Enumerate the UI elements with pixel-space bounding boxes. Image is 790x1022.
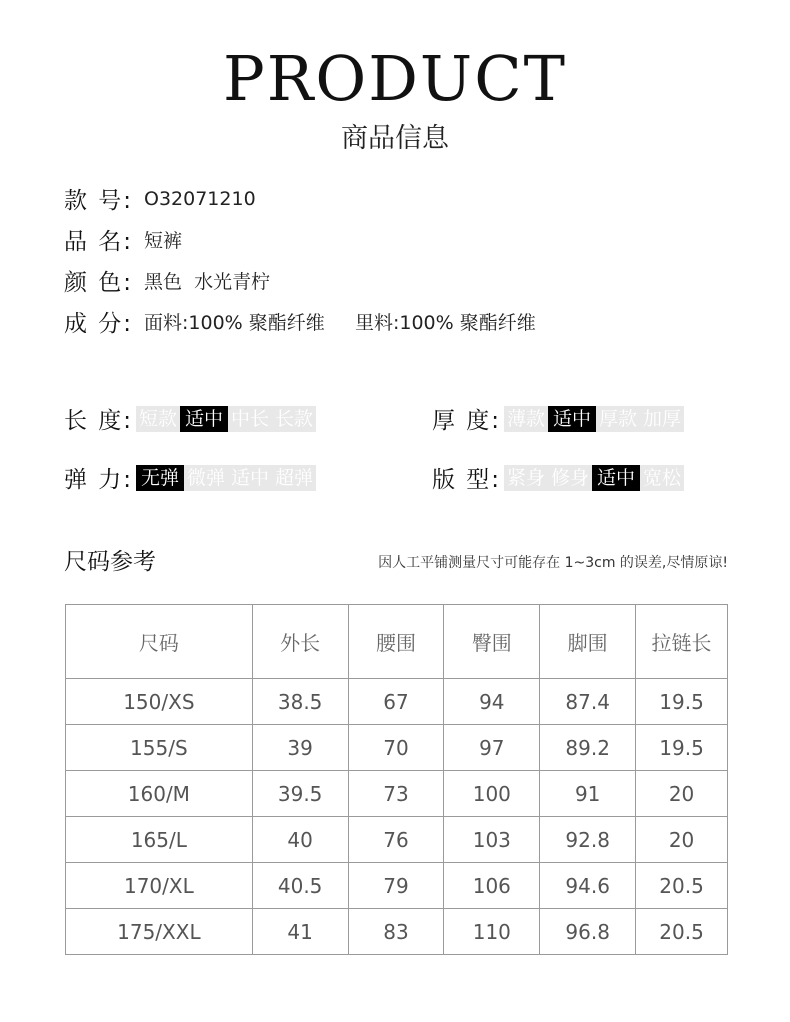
product-info bbox=[64, 178, 536, 342]
attr-options bbox=[136, 465, 316, 491]
attr-options bbox=[136, 406, 316, 432]
table-header-row bbox=[66, 605, 728, 679]
attr-option: 薄款 bbox=[507, 407, 546, 430]
table-cell: 160/M bbox=[66, 771, 253, 817]
info-row-style-number bbox=[64, 178, 536, 219]
table-header-cell: 臀围 bbox=[444, 605, 540, 679]
table-cell: 39 bbox=[252, 725, 348, 771]
table-cell: 170/XL bbox=[66, 863, 253, 909]
attr-elasticity bbox=[64, 461, 316, 494]
info-value: 面料:100% 聚酯纤维 里料:100% 聚酯纤维 bbox=[144, 312, 536, 334]
table-row bbox=[66, 817, 728, 863]
table-cell: 103 bbox=[444, 817, 540, 863]
attr-length bbox=[64, 402, 316, 435]
table-cell: 20.5 bbox=[636, 909, 728, 955]
attr-label: 厚 度: bbox=[432, 408, 502, 434]
table-cell: 91 bbox=[540, 771, 636, 817]
attr-option-selected: 适中 bbox=[548, 406, 596, 432]
attr-option: 长款 bbox=[275, 407, 314, 430]
table-cell: 94 bbox=[444, 679, 540, 725]
table-header-cell: 尺码 bbox=[66, 605, 253, 679]
table-header-cell: 外长 bbox=[252, 605, 348, 679]
table-cell: 106 bbox=[444, 863, 540, 909]
attr-option: 修身 bbox=[551, 466, 590, 489]
table-cell: 165/L bbox=[66, 817, 253, 863]
attr-options bbox=[504, 406, 684, 432]
attr-option: 紧身 bbox=[507, 466, 546, 489]
table-cell: 92.8 bbox=[540, 817, 636, 863]
attr-option-selected: 适中 bbox=[592, 465, 640, 491]
table-cell: 87.4 bbox=[540, 679, 636, 725]
table-cell: 70 bbox=[348, 725, 444, 771]
info-row-color bbox=[64, 260, 536, 301]
table-cell: 41 bbox=[252, 909, 348, 955]
info-value: 短裤 bbox=[144, 230, 183, 252]
table-cell: 94.6 bbox=[540, 863, 636, 909]
table-cell: 19.5 bbox=[636, 725, 728, 771]
attr-option: 短款 bbox=[139, 407, 178, 430]
table-cell: 76 bbox=[348, 817, 444, 863]
table-row bbox=[66, 909, 728, 955]
attr-option: 厚款 bbox=[599, 407, 638, 430]
attr-fit bbox=[432, 461, 684, 494]
attr-option: 适中 bbox=[231, 466, 270, 489]
table-cell: 73 bbox=[348, 771, 444, 817]
table-cell: 83 bbox=[348, 909, 444, 955]
size-chart-note: 因人工平铺测量尺寸可能存在 1~3cm 的误差,尽情原谅! bbox=[378, 555, 728, 571]
attr-option: 微弹 bbox=[187, 466, 226, 489]
table-header-cell: 脚围 bbox=[540, 605, 636, 679]
attr-option: 中长 bbox=[231, 407, 270, 430]
table-cell: 20 bbox=[636, 771, 728, 817]
size-chart-title: 尺码参考 bbox=[64, 549, 156, 575]
info-label: 款 号: bbox=[64, 188, 134, 214]
table-cell: 96.8 bbox=[540, 909, 636, 955]
table-cell: 39.5 bbox=[252, 771, 348, 817]
attr-option: 超弹 bbox=[275, 466, 314, 489]
attr-label: 弹 力: bbox=[64, 467, 134, 493]
attr-thickness bbox=[432, 402, 684, 435]
attr-option: 宽松 bbox=[643, 466, 682, 489]
size-table bbox=[65, 604, 728, 955]
attr-option: 加厚 bbox=[643, 407, 682, 430]
table-cell: 150/XS bbox=[66, 679, 253, 725]
table-cell: 20 bbox=[636, 817, 728, 863]
info-value: 黑色 水光青柠 bbox=[144, 271, 271, 293]
page-title: PRODUCT bbox=[223, 42, 567, 115]
table-cell: 89.2 bbox=[540, 725, 636, 771]
table-header-cell: 拉链长 bbox=[636, 605, 728, 679]
table-cell: 20.5 bbox=[636, 863, 728, 909]
attr-label: 版 型: bbox=[432, 467, 502, 493]
attr-option-selected: 无弹 bbox=[136, 465, 184, 491]
table-cell: 19.5 bbox=[636, 679, 728, 725]
table-cell: 79 bbox=[348, 863, 444, 909]
table-cell: 97 bbox=[444, 725, 540, 771]
table-row bbox=[66, 771, 728, 817]
info-label: 成 分: bbox=[64, 311, 134, 337]
table-cell: 175/XXL bbox=[66, 909, 253, 955]
info-row-material bbox=[64, 301, 536, 342]
table-row bbox=[66, 679, 728, 725]
info-label: 颜 色: bbox=[64, 270, 134, 296]
table-cell: 155/S bbox=[66, 725, 253, 771]
table-cell: 67 bbox=[348, 679, 444, 725]
page-subtitle: 商品信息 bbox=[341, 123, 449, 154]
info-label: 品 名: bbox=[64, 229, 134, 255]
table-cell: 38.5 bbox=[252, 679, 348, 725]
table-row bbox=[66, 863, 728, 909]
attr-label: 长 度: bbox=[64, 408, 134, 434]
table-cell: 100 bbox=[444, 771, 540, 817]
table-cell: 40 bbox=[252, 817, 348, 863]
info-row-name bbox=[64, 219, 536, 260]
attr-option-selected: 适中 bbox=[180, 406, 228, 432]
table-cell: 110 bbox=[444, 909, 540, 955]
table-header-cell: 腰围 bbox=[348, 605, 444, 679]
table-row bbox=[66, 725, 728, 771]
table-cell: 40.5 bbox=[252, 863, 348, 909]
attr-options bbox=[504, 465, 684, 491]
info-value: O32071210 bbox=[144, 187, 256, 210]
